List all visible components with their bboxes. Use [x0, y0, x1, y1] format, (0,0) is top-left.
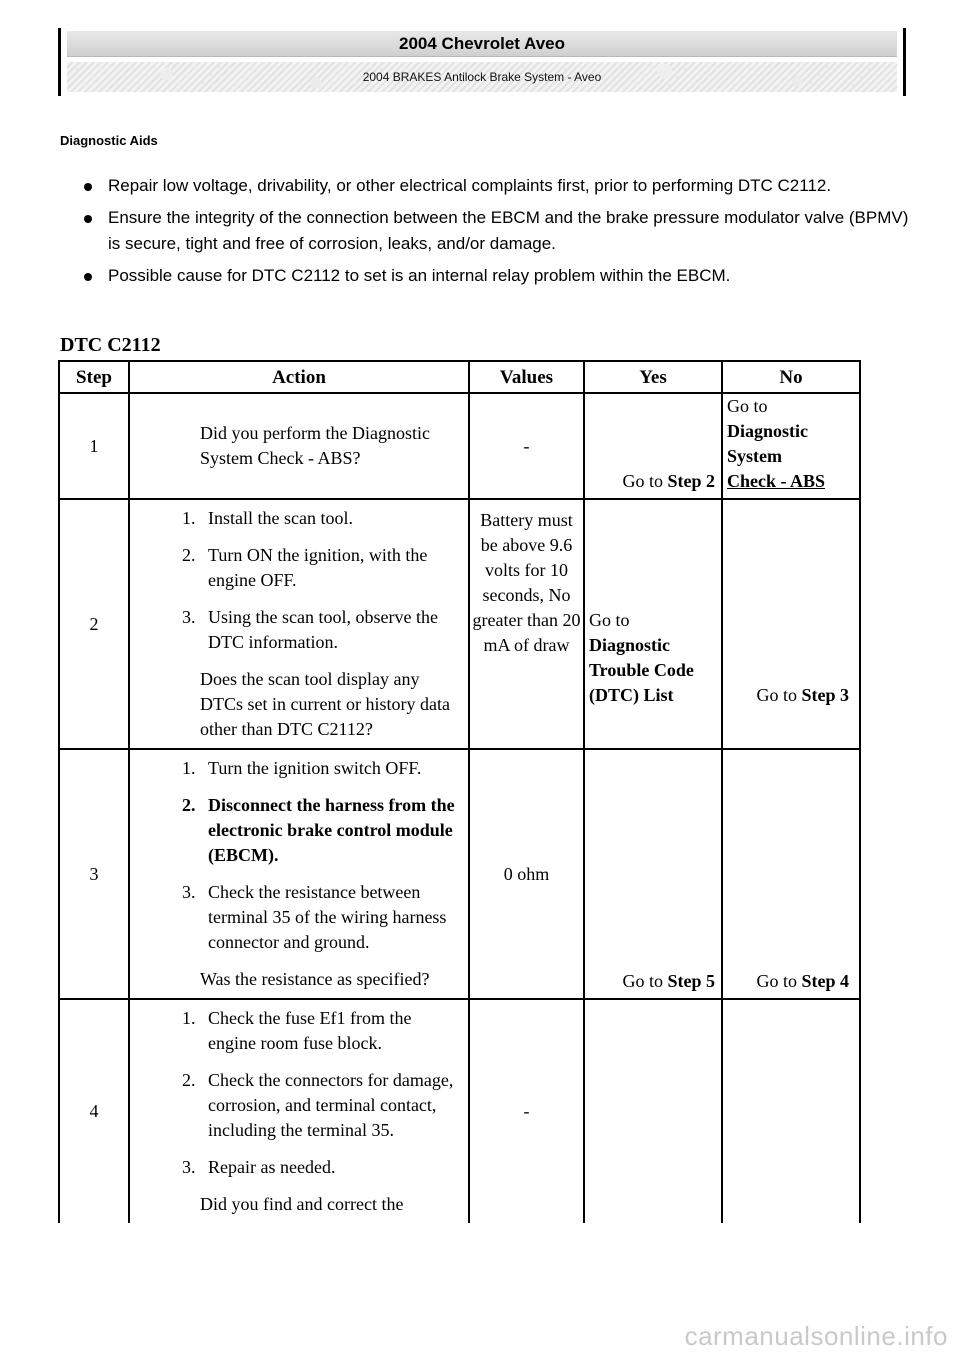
- list-item: Ensure the integrity of the connection between the EBCM and the brake pressure modulator valve (BPMV) is secure, tight and free of corrosion, leaks, and/or damage.: [82, 205, 912, 257]
- page-header: [58, 28, 906, 96]
- watermark-footer: carmanualsonline.info: [684, 1321, 948, 1351]
- action-question: Did you find and correct the: [200, 1194, 404, 1214]
- dtc-list-link[interactable]: Diagnostic Trouble Code (DTC) List: [589, 635, 694, 705]
- column-header-action: Action: [129, 361, 469, 393]
- action-step: 3. Repair as needed.: [200, 1155, 462, 1180]
- column-header-yes: Yes: [584, 361, 722, 393]
- values-cell: -: [469, 393, 584, 499]
- values-cell: 0 ohm: [469, 749, 584, 999]
- no-cell: Go to Diagnostic System Check - ABS: [722, 393, 860, 499]
- action-step: 2. Turn ON the ignition, with the engine OFF.: [200, 543, 462, 593]
- action-step: 2. Disconnect the harness from the electronic brake control module (EBCM).: [200, 793, 462, 868]
- bullet-icon: [84, 273, 92, 281]
- diagnostic-aids-list: [82, 173, 912, 295]
- list-item: Repair low voltage, drivability, or other electrical complaints first, prior to performing DTC C2112.: [82, 173, 912, 199]
- table-header-row: [59, 361, 860, 393]
- step-number: 4: [59, 999, 129, 1223]
- table-row: [59, 749, 860, 999]
- list-item: Possible cause for DTC C2112 to set is an internal relay problem within the EBCM.: [82, 263, 912, 289]
- step-number: 2: [59, 499, 129, 749]
- yes-cell: Go to Step 5: [584, 749, 722, 999]
- no-cell: Go to Step 4: [722, 749, 860, 999]
- goto-step-link[interactable]: Step 5: [667, 971, 715, 991]
- values-cell: -: [469, 999, 584, 1223]
- values-cell: Battery must be above 9.6 volts for 10 seconds, No greater than 20 mA of draw: [469, 499, 584, 749]
- action-step: 1. Check the fuse Ef1 from the engine room fuse block.: [200, 1006, 462, 1056]
- diagnostic-system-check-link[interactable]: Check - ABS: [727, 471, 826, 491]
- dtc-heading: DTC C2112: [60, 334, 161, 356]
- bullet-icon: [84, 215, 92, 223]
- table-row: [59, 999, 860, 1223]
- column-header-values: Values: [469, 361, 584, 393]
- action-step: 3. Check the resistance between terminal 35 of the wiring harness connector and ground.: [200, 880, 462, 955]
- column-header-step: Step: [59, 361, 129, 393]
- document-subtitle: 2004 BRAKES Antilock Brake System - Aveo: [67, 62, 897, 92]
- no-cell: [722, 999, 860, 1223]
- action-cell: Did you perform the Diagnostic System Check - ABS?: [129, 393, 469, 499]
- action-step: 2. Check the connectors for damage, corrosion, and terminal contact, including the terminal 35.: [200, 1068, 462, 1143]
- table-row: [59, 393, 860, 499]
- no-cell: Go to Step 3: [722, 499, 860, 749]
- action-cell: [129, 999, 469, 1223]
- goto-step-link[interactable]: Step 2: [667, 471, 715, 491]
- diagnostic-table: [58, 360, 861, 1223]
- action-step: 3. Using the scan tool, observe the DTC information.: [200, 605, 462, 655]
- action-question: Was the resistance as specified?: [200, 969, 430, 989]
- diagnostic-aids-title: Diagnostic Aids: [60, 133, 158, 148]
- action-cell: [129, 499, 469, 749]
- yes-cell: Go to Step 2: [584, 393, 722, 499]
- step-number: 1: [59, 393, 129, 499]
- goto-step-link[interactable]: Step 4: [801, 971, 849, 991]
- document-title: 2004 Chevrolet Aveo: [67, 31, 897, 57]
- yes-cell: Go to Diagnostic Trouble Code (DTC) List: [584, 499, 722, 749]
- bullet-icon: [84, 183, 92, 191]
- action-step: 1. Install the scan tool.: [200, 506, 462, 531]
- table-row: [59, 499, 860, 749]
- column-header-no: No: [722, 361, 860, 393]
- action-cell: [129, 749, 469, 999]
- step-number: 3: [59, 749, 129, 999]
- goto-step-link[interactable]: Step 3: [801, 685, 849, 705]
- yes-cell: [584, 999, 722, 1223]
- action-step: 1. Turn the ignition switch OFF.: [200, 756, 462, 781]
- action-question: Does the scan tool display any DTCs set in current or history data other than DTC C2112?: [200, 669, 450, 739]
